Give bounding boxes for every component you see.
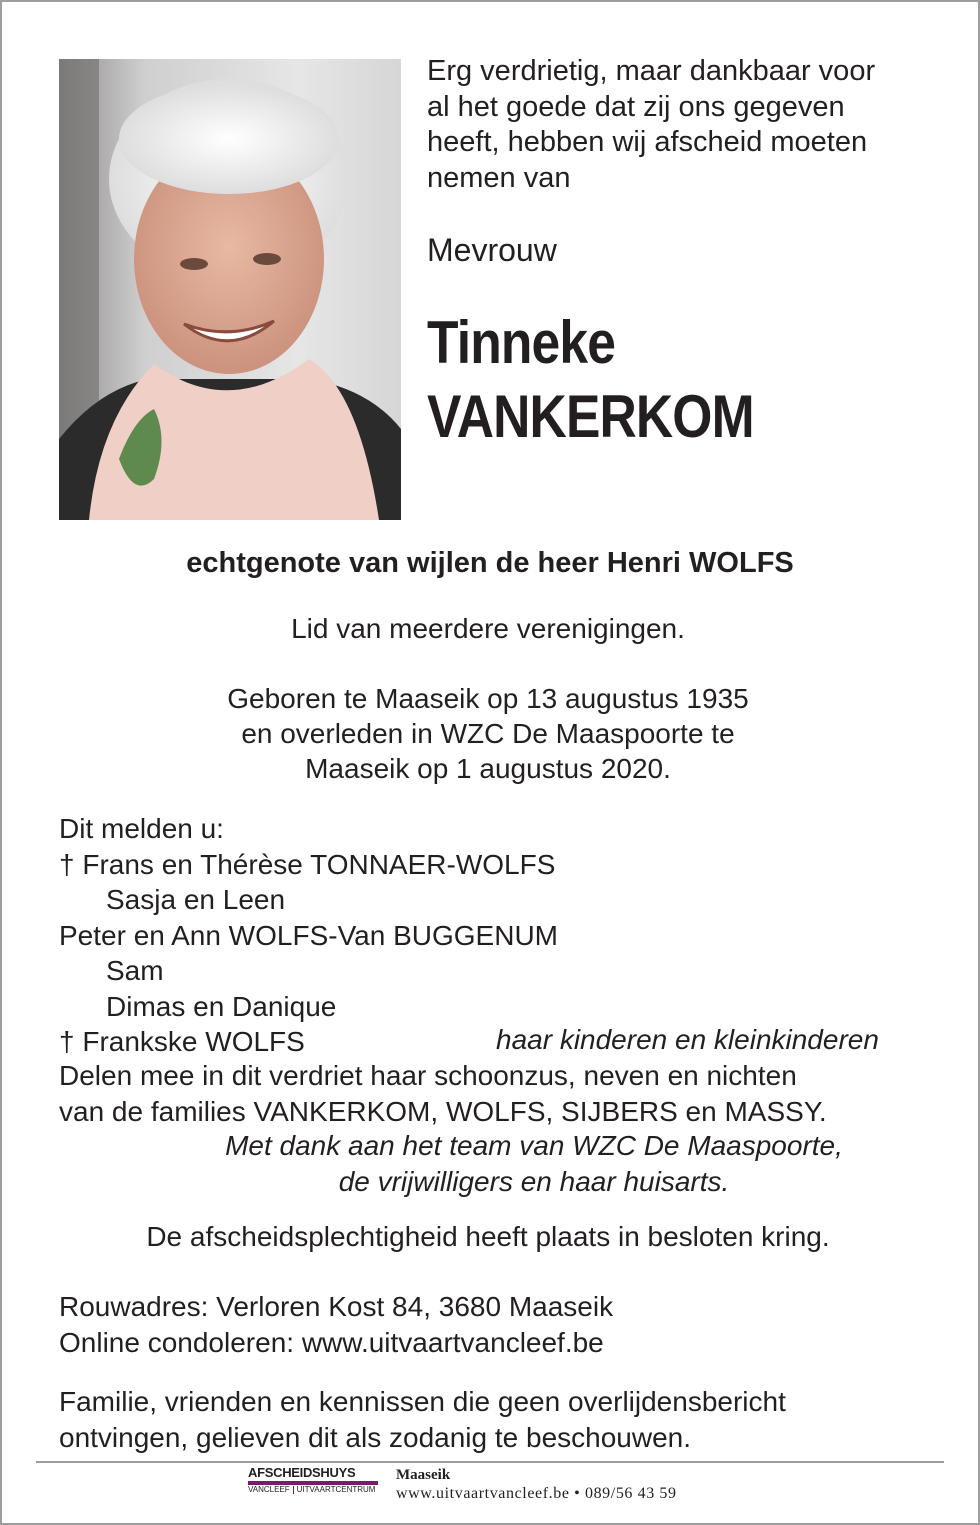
logo-right: UITVAARTCENTRUM <box>296 1485 376 1494</box>
birth-death-line: en overleden in WZC De Maaspoorte te <box>241 718 735 749</box>
membership-line: Lid van meerdere verenigingen. <box>291 613 685 644</box>
notice-line: Familie, vrienden en kennissen die geen overlijdensbericht <box>59 1386 786 1417</box>
honorific: Mevrouw <box>427 232 557 268</box>
mourning-address: Rouwadres: Verloren Kost 84, 3680 Maaseik <box>59 1291 614 1322</box>
footer-web-phone: www.uitvaartvancleef.be • 089/56 43 59 <box>396 1485 677 1502</box>
birth-death-line: Geboren te Maaseik op 13 augustus 1935 <box>227 683 749 714</box>
notice-text <box>59 1384 786 1455</box>
footer-info <box>396 1466 677 1504</box>
notice-line: ontvingen, gelieven dit als zodanig te beschouwen. <box>59 1421 691 1453</box>
contact-info <box>59 1289 613 1360</box>
condolence-link: Online condoleren: www.uitvaartvancleef.be <box>59 1326 604 1358</box>
logo-separator <box>293 1486 294 1494</box>
family-member: † Frankske WOLFS <box>59 1026 305 1057</box>
family-member: Sasja en Leen <box>106 884 286 915</box>
family-list <box>59 811 558 1060</box>
share-line: Delen mee in dit verdriet haar schoonzus, neven en nichten <box>59 1060 797 1091</box>
family-member: Peter en Ann WOLFS-Van BUGGENUM <box>59 919 558 951</box>
deceased-name <box>427 306 754 454</box>
intro-line: Erg verdrietig, maar dankbaar voor <box>427 55 876 87</box>
first-name: Tinneke <box>427 309 616 376</box>
birth-death-text <box>0 681 976 786</box>
intro-text <box>427 54 947 196</box>
logo-subtitle <box>248 1485 378 1495</box>
share-text <box>59 1058 827 1129</box>
thanks-text <box>0 1128 980 1199</box>
spouse-line: echtgenote van wijlen de heer Henri WOLFS <box>186 547 794 579</box>
thanks-line: Met dank aan het team van WZC De Maaspoorte, <box>225 1130 843 1161</box>
portrait-photo <box>59 59 401 520</box>
logo-left: VANCLEEF <box>248 1485 290 1494</box>
thanks-line: de vrijwilligers en haar huisarts. <box>338 1165 730 1197</box>
family-signature: haar kinderen en kleinkinderen <box>496 1024 879 1055</box>
family-member: † Frans en Thérèse TONNAER-WOLFS <box>59 848 556 880</box>
ceremony-line: De afscheidsplechtigheid heeft plaats in besloten kring. <box>146 1221 830 1252</box>
family-member: Sam <box>106 955 164 986</box>
announcement-intro: Dit melden u: <box>59 813 224 844</box>
intro-line: al het goede dat zij ons gegeven <box>427 90 845 123</box>
share-line: van de families VANKERKOM, WOLFS, SIJBERS en MASSY. <box>59 1095 827 1127</box>
footer-divider <box>36 1461 944 1463</box>
last-name: VANKERKOM <box>427 383 754 450</box>
family-member: Dimas en Danique <box>106 990 337 1022</box>
intro-line: nemen van <box>427 161 571 194</box>
birth-death-line: Maaseik op 1 augustus 2020. <box>305 753 671 784</box>
footer-city: Maaseik <box>396 1467 451 1483</box>
logo-title: AFSCHEIDSHUYS <box>248 1465 356 1480</box>
intro-line: heeft, hebben wij afscheid moeten <box>427 126 868 158</box>
funeral-home-logo <box>248 1466 378 1495</box>
